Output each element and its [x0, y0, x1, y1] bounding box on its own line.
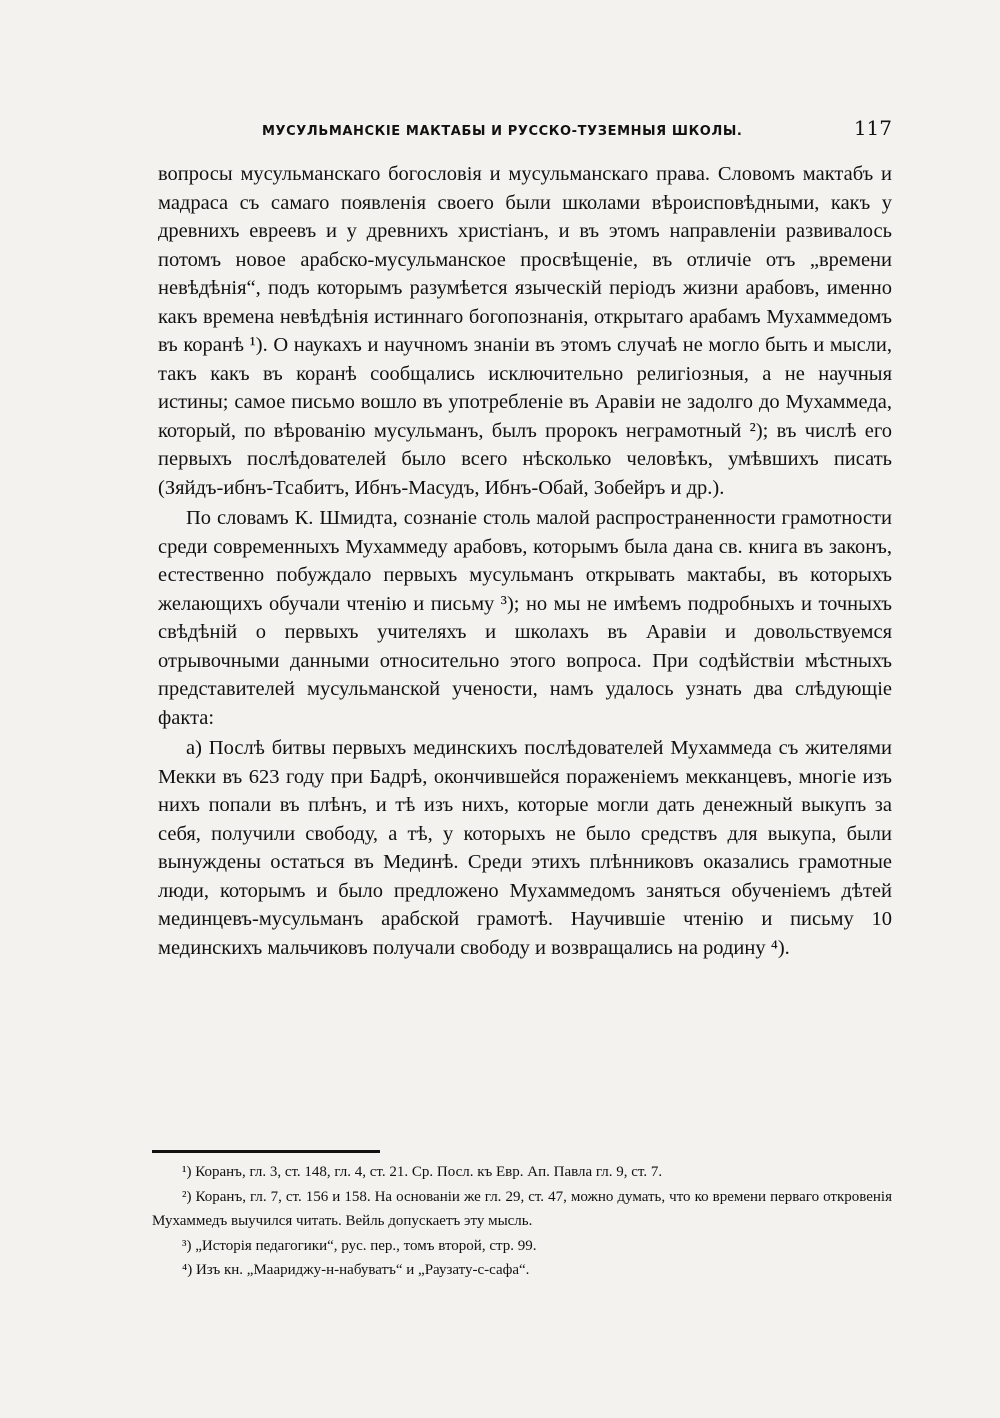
- paragraph: а) Послѣ битвы первыхъ мединскихъ послѣдователей Мухаммеда съ жителями Мекки въ 623 году при Бадрѣ, окончившейся пораженіемъ мекканцевъ, многіе изъ нихъ попали въ плѣнъ, и тѣ изъ нихъ, которые могли дать денежный выкупъ за себя, получили свободу, а тѣ, у которыхъ не было средствъ для выкупа, были вынуждены остаться въ Мединѣ. Среди этихъ плѣнниковъ оказались грамотные люди, которымъ и было предложено Мухаммедомъ заняться обученіемъ дѣтей мединцевъ-мусульманъ арабской грамотѣ. Научившіе чтенію и письму 10 мединскихъ мальчиковъ получали свободу и возвращались на родину ⁴).: [158, 737, 892, 959]
- footnote: ¹) Коранъ, гл. 3, ст. 148, гл. 4, ст. 21. Ср. Посл. къ Евр. Ап. Павла гл. 9, ст. 7.: [182, 1164, 663, 1180]
- page-number: 117: [853, 116, 892, 140]
- footnote: ²) Коранъ, гл. 7, ст. 156 и 158. На основаніи же гл. 29, ст. 47, можно думать, что ко времени перваго откровенія Мухаммедъ выучился читать. Вейль допускаетъ эту мысль.: [152, 1188, 892, 1229]
- page-header: [262, 116, 892, 140]
- running-title: МУСУЛЬМАНСКІЕ МАКТАБЫ И РУССКО-ТУЗЕМНЫЯ ШКОЛЫ.: [262, 124, 743, 139]
- footnote: ³) „Исторія педагогики“, рус. пер., томъ второй, стр. 99.: [182, 1237, 537, 1254]
- paragraph: вопросы мусульманскаго богословія и мусульманскаго права. Словомъ мактабъ и мадраса съ самаго появленія своего были школами вѣроисповѣдными, какъ у древнихъ евреевъ и у древнихъ христіанъ, и въ этомъ направленіи развивалось потомъ новое арабско-мусульманское просвѣщеніе, въ отличіе отъ „времени невѣдѣнія“, подъ которымъ разумѣется языческій періодъ жизни арабовъ, именно какъ времена невѣдѣнія истиннаго богопознанія, открытаго арабамъ Мухаммедомъ въ коранѣ ¹). О наукахъ и научномъ знаніи въ этомъ случаѣ не могло быть и мысли, такъ какъ въ коранѣ сообщались исключительно религіозныя, а не научныя истины; самое письмо вошло въ употребленіе въ Аравіи не задолго до Мухаммеда, который, по вѣрованію мусульманъ, былъ пророкъ неграмотный ²); въ числѣ его первыхъ послѣдователей было всего нѣсколько человѣкъ, умѣвшихъ писать (Зяйдъ-ибнъ-Тсабитъ, Ибнъ-Масудъ, Ибнъ-Обай, Зобейръ и др.).: [158, 163, 892, 499]
- main-text: [158, 160, 892, 962]
- footnote: ⁴) Изъ кн. „Маариджу-н-набуватъ“ и „Раузату-с-сафа“.: [182, 1262, 530, 1278]
- paragraph: По словамъ К. Шмидта, сознаніе столь малой распространенности грамотности среди современныхъ Мухаммеду арабовъ, которымъ была дана св. книга въ законъ, естественно побуждало первыхъ мусульманъ открывать мактабы, въ которыхъ желающихъ обучали чтенію и письму ³); но мы не имѣемъ подробныхъ и точныхъ свѣдѣній о первыхъ учителяхъ и школахъ въ Аравіи и довольствуемся отрывочными данными относительно этого вопроса. При содѣйствіи мѣстныхъ представителей мусульманской учености, намъ удалось узнать два слѣдующіе факта:: [158, 507, 892, 729]
- footnote-divider: [152, 1150, 380, 1153]
- footnotes: [152, 1160, 892, 1283]
